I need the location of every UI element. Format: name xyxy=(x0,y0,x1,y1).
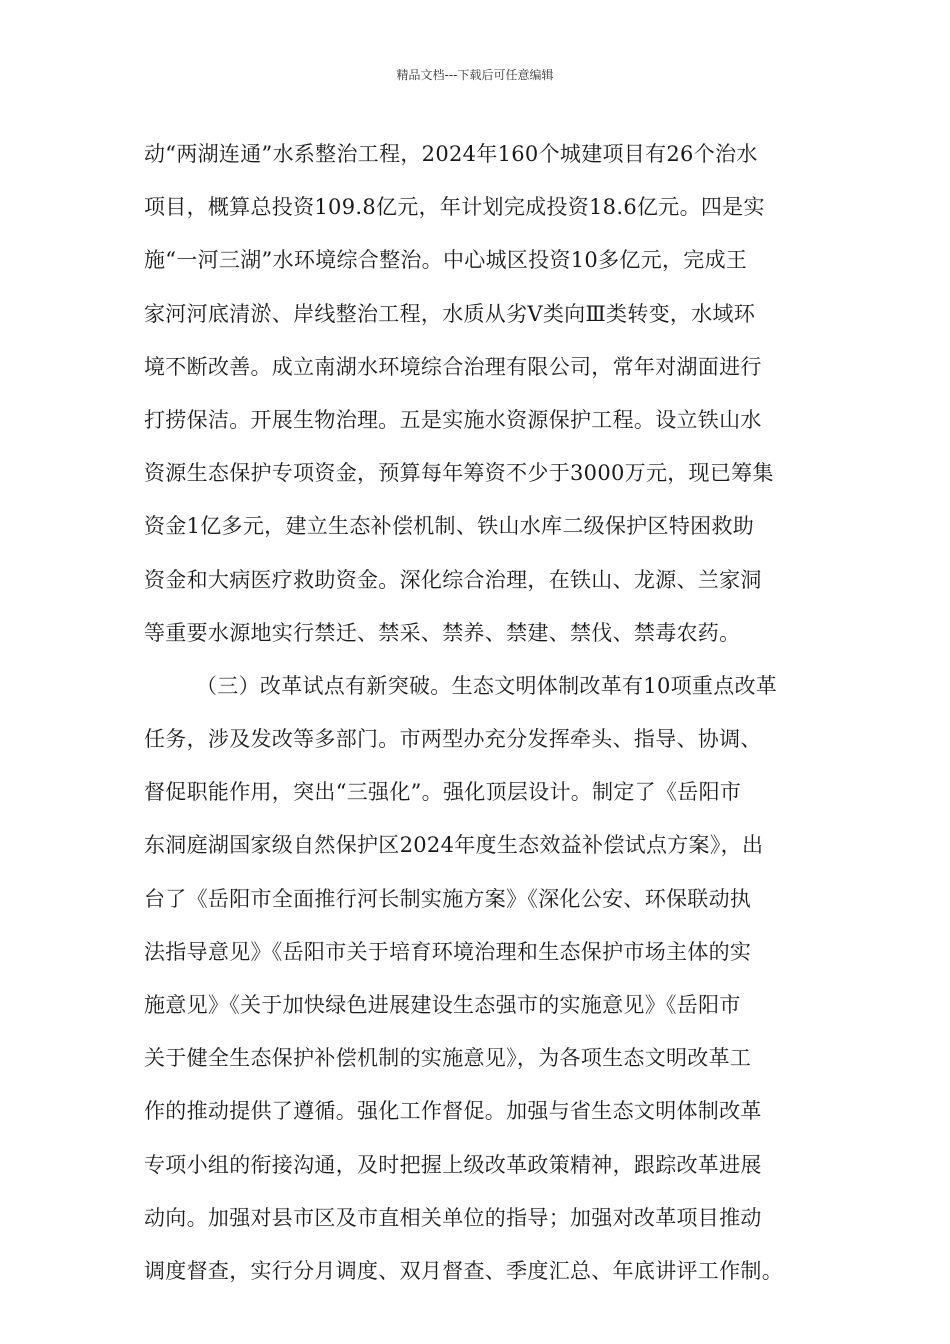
document-body xyxy=(144,128,824,1298)
text-line: 资金1亿多元，建立生态补偿机制、铁山水库二级保护区特困救助 xyxy=(144,514,755,539)
text-line: 项目，概算总投资109.8亿元，年计划完成投资18.6亿元。四是实 xyxy=(144,195,765,220)
text-line: 东洞庭湖国家级自然保护区2024年度生态效益补偿试点方案》，出 xyxy=(144,833,764,858)
text-line: 等重要水源地实行禁迁、禁采、禁养、禁建、禁伐、禁毒农药。 xyxy=(144,620,741,645)
text-line: 动向。加强对县市区及市直相关单位的指导；加强对改革项目推动 xyxy=(144,1205,762,1230)
text-line: 关于健全生态保护补偿机制的实施意见》，为各项生态文明改革工 xyxy=(144,1046,752,1071)
text-line: 专项小组的衔接沟通，及时把握上级改革政策精神，跟踪改革进展 xyxy=(144,1152,762,1177)
text-line: 台了《岳阳市全面推行河长制实施方案》《深化公安、环保联动执 xyxy=(144,886,752,911)
text-line: 施意见》《关于加快绿色进展建设生态强市的实施意见》《岳阳市 xyxy=(144,993,741,1017)
text-line: 资源生态保护专项资金，预算每年筹资不少于3000万元，现已筹集 xyxy=(144,461,774,486)
text-line: 家河河底清淤、岸线整治工程，水质从劣Ⅴ类向Ⅲ类转变，水域环 xyxy=(144,301,756,326)
paragraph-2 xyxy=(144,660,824,1298)
page-header: 精品文档---下载后可任意编辑 xyxy=(396,68,554,82)
text-line: 督促职能作用，突出“三强化”。强化顶层设计。制定了《岳阳市 xyxy=(144,780,742,805)
paragraph-1 xyxy=(144,128,824,660)
text-line: 调度督查，实行分月调度、双月督查、季度汇总、年底讲评工作制。 xyxy=(144,1258,783,1283)
text-line: 资金和大病医疗救助资金。深化综合治理，在铁山、龙源、兰家洞 xyxy=(144,567,762,592)
text-line: 任务，涉及发改等多部门。市两型办充分发挥牵头、指导、协调、 xyxy=(144,727,762,752)
text-line: 动“两湖连通”水系整治工程，2024年160个城建项目有26个治水 xyxy=(144,142,758,166)
text-line: 法指导意见》《岳阳市关于培育环境治理和生态保护市场主体的实 xyxy=(144,939,752,964)
text-line: 打捞保洁。开展生物治理。五是实施水资源保护工程。设立铁山水 xyxy=(144,407,762,432)
text-line: 作的推动提供了遵循。强化工作督促。加强与省生态文明体制改革 xyxy=(144,1099,762,1124)
text-line: （三）改革试点有新突破。生态文明体制改革有10项重点改革 xyxy=(196,673,778,698)
text-line: 境不断改善。成立南湖水环境综合治理有限公司，常年对湖面进行 xyxy=(144,354,762,379)
text-line: 施“一河三湖”水环境综合整治。中心城区投资10多亿元，完成王 xyxy=(144,248,748,273)
